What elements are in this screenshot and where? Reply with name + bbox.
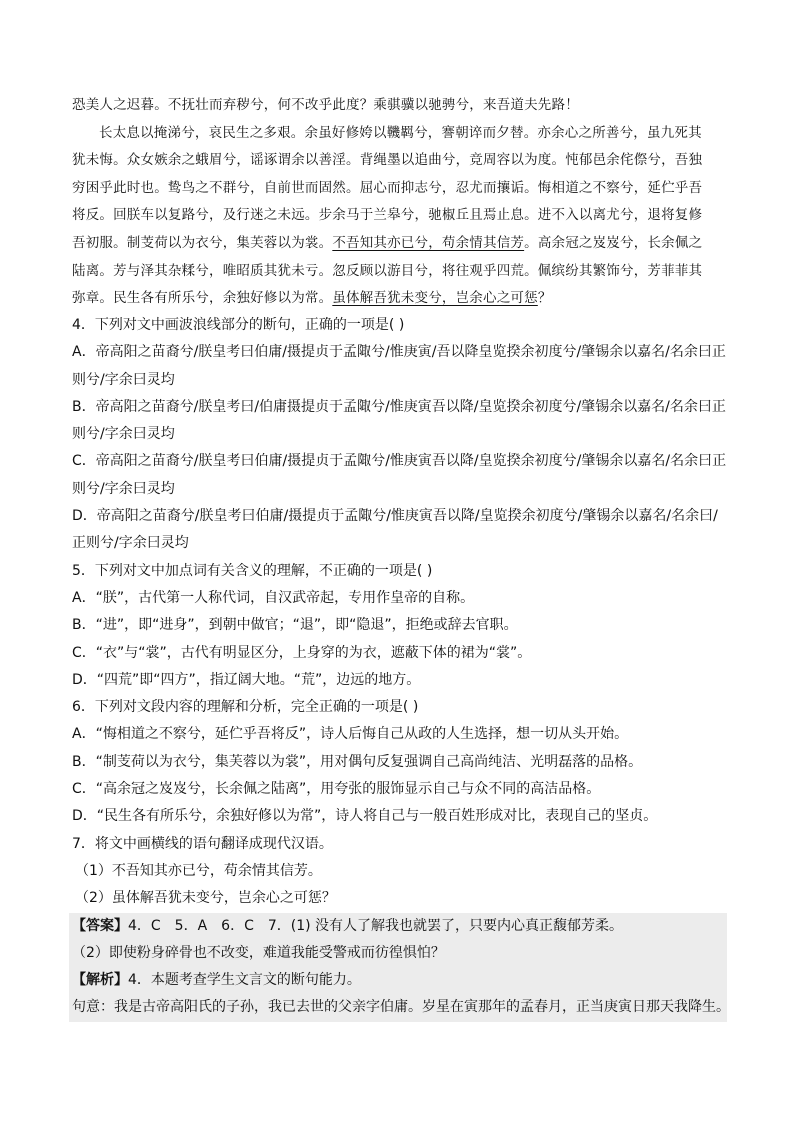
option-4d-cont: 正则兮/字余曰灵均 — [72, 535, 189, 552]
poem-line: 恐美人之迟暮。不抚壮而弃秽兮，何不改乎此度？乘骐骥以驰骋兮，来吾道夫先路！ — [72, 97, 579, 113]
option-5c: C．“衣”与“裳”，古代有明显区分，上身穿的为衣，遮蔽下体的裙为“裳”。 — [72, 644, 532, 661]
text-span: ？ — [537, 290, 552, 307]
underlined-sentence-1: 不吾知其亦已兮，苟余情其信芳 — [332, 234, 525, 251]
option-5d: D．“四荒”即“四方”，指辽阔大地。“荒”，边远的地方。 — [72, 671, 421, 688]
poem-line: 陆离。芳与泽其杂糅兮，唯昭质其犹未亏。忽反顾以游目兮，将往观乎四荒。佩缤纷其繁饰兮，芳菲菲其 — [72, 262, 703, 279]
question-5: 5．下列对文中加点词有关含义的理解，不正确的一项是( ) — [72, 562, 433, 579]
meaning-line: 句意：我是古帝高阳氏的子孙，我已去世的父亲字伯庸。岁星在寅那年的孟春月，正当庚寅日那天我降生。 — [72, 999, 730, 1016]
option-6c: C．“高余冠之岌岌兮，长余佩之陆离”，用夸张的服饰显示自己与众不同的高洁品格。 — [72, 781, 601, 798]
text-span: 弥章。民生各有所乐兮，余独好修以为常。 — [72, 290, 333, 307]
answer-text: 4．C 5．A 6．C 7．(1) 没有人了解我也就罢了，只要内心真正馥郁芳柔。 — [128, 917, 624, 934]
option-6a: A．“悔相道之不察兮，延伫乎吾将反”，诗人后悔自己从政的人生选择，想一切从头开始。 — [72, 726, 629, 743]
analysis-label: 【解析】 — [72, 972, 128, 989]
underlined-sentence-2: 虽体解吾犹未变兮，岂余心之可惩 — [332, 290, 538, 307]
question-7: 7．将文中画横线的语句翻译成现代汉语。 — [72, 835, 333, 852]
analysis-line — [72, 967, 727, 994]
question-6: 6．下列对文段内容的理解和分析，完全正确的一项是( ) — [72, 699, 419, 716]
poem-line: 将反。回朕车以复路兮，及行迷之未远。步余马于兰皋兮，驰椒丘且焉止息。进不入以离尤兮，退将复修 — [72, 207, 703, 224]
poem-line: 长太息以掩涕兮，哀民生之多艰。余虽好修姱以鞿羁兮，謇朝谇而夕替。亦余心之所善兮，虽九死其 — [99, 124, 702, 141]
option-4a: A．帝高阳之苗裔兮/朕皇考曰伯庸/摄提贞于孟陬兮/惟庚寅/吾以降皇览揆余初度兮/肇锡余以嘉名/名余曰正 — [72, 344, 726, 361]
poem-text — [72, 92, 720, 313]
answer-line-2: （2）即使粉身碎骨也不改变，难道我能受警戒而彷徨惧怕？ — [72, 944, 445, 961]
poem-line: 穷困乎此时也。鸷鸟之不群兮，自前世而固然。屈心而抑志兮，忍尤而攘诟。悔相道之不察兮，延伫乎吾 — [72, 179, 703, 196]
poem-line — [72, 230, 720, 258]
question-section — [72, 312, 730, 1022]
answer-label: 【答案】 — [72, 917, 128, 934]
answer-block — [69, 913, 730, 1022]
question-7-item-1: （1）不吾知其亦已兮，苟余情其信芳。 — [75, 862, 322, 879]
question-4: 4．下列对文中画波浪线部分的断句，正确的一项是( ) — [72, 317, 405, 333]
option-5a: A．“朕”，古代第一人称代词，自汉武帝起，专用作皇帝的自称。 — [72, 589, 475, 606]
option-4d: D．帝高阳之苗裔兮/朕皇考曰伯庸/摄提贞于孟陬兮/惟庚寅吾以降/皇览揆余初度兮/肇锡余以嘉名/名余曰/ — [72, 508, 718, 525]
option-5b: B．“进”，即“进身”，到朝中做官；“退”，即“隐退”，拒绝或辞去官职。 — [72, 617, 518, 634]
option-6b: B．“制芰荷以为衣兮，集芙蓉以为裳”，用对偶句反复强调自己高尚纯洁、光明磊落的品格。 — [72, 753, 643, 770]
option-4b-cont: 则兮/字余曰灵均 — [72, 426, 175, 443]
poem-line — [72, 285, 720, 313]
answer-line — [72, 913, 727, 940]
poem-line: 犹未悔。众女嫉余之蛾眉兮，谣诼谓余以善淫。背绳墨以追曲兮，竞周容以为度。忳郁邑余侘傺兮，吾独 — [72, 152, 703, 169]
analysis-text: 4．本题考查学生文言文的断句能力。 — [128, 972, 361, 989]
option-4c: C．帝高阳之苗裔兮/朕皇考曰伯庸/摄提贞于孟陬兮/惟庚寅吾以降/皇览揆余初度兮/肇锡余以嘉名/名余曰正 — [72, 453, 727, 470]
text-span: 。高余冠之岌岌兮，长余佩之 — [524, 234, 703, 251]
option-6d: D．“民生各有所乐兮，余独好修以为常”，诗人将自己与一般百姓形成对比，表现自己的坚贞。 — [72, 808, 658, 825]
option-4b: B．帝高阳之苗裔兮/朕皇考曰/伯庸摄提贞于孟陬兮/惟庚寅吾以降/皇览揆余初度兮/肇锡余以嘉名/名余曰正 — [72, 398, 726, 415]
option-4c-cont: 则兮/字余曰灵均 — [72, 480, 175, 497]
option-4a-cont: 则兮/字余曰灵均 — [72, 371, 175, 388]
text-span: 吾初服。制芰荷以为衣兮，集芙蓉以为裳。 — [72, 234, 333, 251]
question-7-item-2: （2）虽体解吾犹未变兮，岂余心之可惩？ — [75, 890, 336, 907]
